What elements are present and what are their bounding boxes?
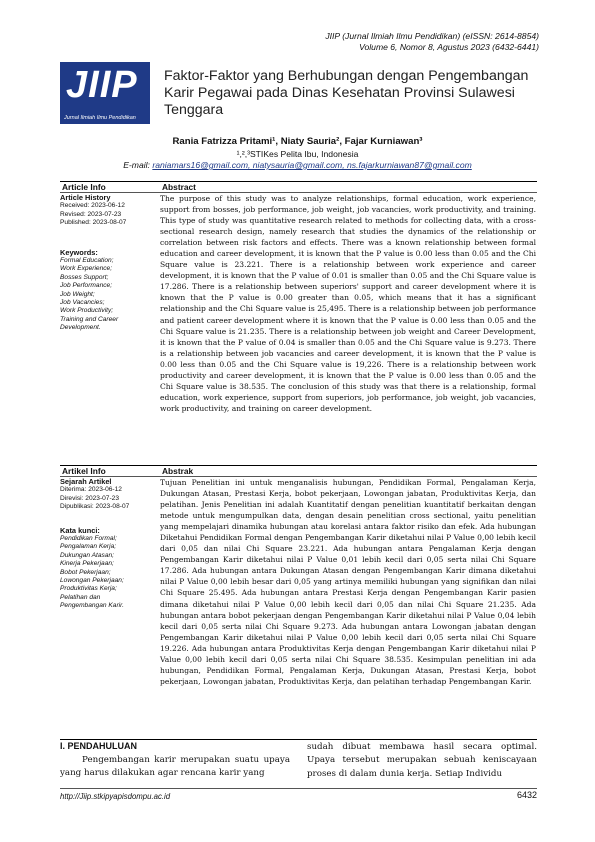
journal-header xyxy=(325,31,539,53)
title-line: Tenggara xyxy=(164,102,224,118)
keyword: Job Vacancies; xyxy=(60,299,105,307)
intro-right-column: sudah dibuat membawa hasil secara optimal. Upaya tersebut merupakan sebuah keniscayaan proses di dalam dunia kerja. Setiap Individu xyxy=(307,742,537,779)
keywords-title: Keywords: xyxy=(60,247,98,257)
title-line: Faktor-Faktor yang Berhubungan dengan Pengembangan xyxy=(164,68,529,84)
keyword: Pelatihan dan xyxy=(60,593,101,601)
abstract-en-text: The purpose of this study was to analyze relationships, formal education, work experience, support from bosses, job performance, job weight, job vacancies, work productivity, and training. This type of study was quantitative research related to methods for collecting data, with a cross-sectional research design, namely research that studies the dynamics of the relationship or correlation between risk factors and effects. There was a known relationship between formal education and career development, it is known that the P value is 0.00 less than 0.05 and the Chi Square value is 23.221. There is a relationship between work experience and career development, it is known that the P value of 0.01 is smaller than 0.05 and the Chi Square value is 17.286. There is a relationship between superiors' support and career development where it is known that the P value is 0.00 greater than 0.05, which means that it has a significant relationship and the Chi Square value is 25,495. There is a relationship between job performance and patient career development where it is known that the P value is 0.00 less than 0.05 and the Chi Square value is 21.235. There is a relationship between job weight and Career Development, it is known that the P value of 0.04 is smaller than 0.05 and the Chi Square value is 9.273. There is a relationship between job vacancies and career development, it is known that the P value is 0.00 less than 0.05 and the Chi Square value is 19,226. There is a relationship between work productivity and career development, it is known that the P value is 0.00 less than 0.05 and the Chi Square value is 38.535. The conclusion of this study was that there is a relationship, formal education, work experience, support from superiors, job performance, job weight, job vacancies, work productivity, and training on career development. xyxy=(160,194,536,413)
logo-text: JIIP xyxy=(66,64,138,106)
keyword: Pendidikan Formal; xyxy=(60,535,117,543)
keyword: Bosses Support; xyxy=(60,273,109,281)
intro-left-column: Pengembangan karir merupakan suatu upaya yang harus dilakukan agar rencana karir yang xyxy=(60,755,290,779)
history-item: Diterima: 2023-06-12 xyxy=(60,486,122,494)
journal-logo xyxy=(60,62,150,124)
abstract-id xyxy=(160,477,536,687)
article-info-header: Article Info xyxy=(62,182,106,192)
history-item: Published: 2023-08-07 xyxy=(60,219,127,227)
email-label: E-mail: xyxy=(123,160,153,170)
keyword: Job Performance; xyxy=(60,282,113,290)
divider xyxy=(60,739,537,740)
history-title: Article History xyxy=(60,193,111,202)
keyword: Development. xyxy=(60,324,101,332)
article-title xyxy=(164,68,544,119)
email-line xyxy=(0,160,595,170)
divider xyxy=(60,465,537,466)
title-line: Karir Pegawai pada Dinas Kesehatan Provinsi Sulawesi xyxy=(164,85,515,101)
journal-header-line1: JIIP (Jurnal Ilmiah Ilmu Pendidikan) (eISSN: 2614-8854) xyxy=(325,31,539,41)
article-info-id xyxy=(60,478,154,611)
divider xyxy=(60,181,537,182)
keyword: Work Experience; xyxy=(60,265,113,273)
affiliation: ¹,²,³STIKes Pelita Ibu, Indonesia xyxy=(236,149,359,159)
abstract-id-text: Tujuan Penelitian ini untuk menganalisis hubungan, Pendidikan Formal, Pengalaman Kerja, Dukungan Atasan, Prestasi Kerja, bobot pekerjaan, Lowongan jabatan, Produktivitas Kerja, dan pelatihan. Jenis Penelitian ini adalah Kuantitatif dengan penelitian kuantitatif berkaitan dengan metode untuk mengumpulkan data, dengan desain penelitian cross sectional, yaitu penelitian yang mempelajari dinamika hubungan atau korelasi antara faktor risiko dan efek. Ada hubungan Diketahui Pendidikan Formal dengan Pengembangan Karir diketahui nilai P Value 0,00 lebih kecil dari 0,05 dan nilai Chi Square 23.221. Ada hubungan antara Pengalaman Kerja dengan Pengembangan Karir diketahui nilai P Value 0,01 lebih kecil dari 0,05 serta nilai Chi Square 17.286. Ada hubungan antara Dukungan Atasan dengan Pengembangan Karir dimana diketahui nilai P Value 0,00 lebih besar dari 0,05 yang artinya memiliki hubungan yang signifikan dan nilai Chi Square 25.495. Ada hubungan antara Prestasi Kerja dengan Pengembangan Karir pasien dimana diketahui nilai P Value 0,00 lebih kecil dari 0,05 dan nilai Chi Square 21.235. Ada hubungan antara bobot pekerjaan dengan Pengembangan Karir diketahui nilai P Value 0,04 lebih kecil dari 0,05 serta nilai Chi Square 9.273. Ada hubungan antara Lowongan jabatan dengan Pengembangan Karir diketahui nilai P Value 0,00 lebih kecil dari 0,05 serta nilai Chi Square 19.226. Ada hubungan antara Produktivitas Kerja dengan Pengembangan Karir diketahui nilai P Value 0,00 lebih kecil dari 0,05 serta nilai Chi Square 38.535. Kesimpulan penelitian ini ada hubungan, Pendidikan Formal, Pengalaman Kerja, Dukungan Atasan, Prestasi Kerja, bobot pekerjaan, Lowongan jabatan, Produktivitas Kerja, dan pelatihan terhadap Pengembangan Karir. xyxy=(160,478,536,686)
keyword: Produktivitas Kerja; xyxy=(60,585,117,593)
page-number: 6432 xyxy=(516,790,537,800)
keyword: Job Weight; xyxy=(60,290,95,298)
keyword: Formal Education; xyxy=(60,257,114,265)
journal-header-line2: Volume 6, Nomor 8, Agustus 2023 (6432-6441) xyxy=(359,42,539,52)
keyword: Kinerja Pekerjaan; xyxy=(60,560,114,568)
history-item: Dipublikasi: 2023-08-07 xyxy=(60,503,130,511)
keyword: Lowongan Pekerjaan; xyxy=(60,577,124,585)
abstrak-header: Abstrak xyxy=(162,466,194,476)
keyword: Pengembangan Karir. xyxy=(60,602,124,610)
keywords-title: Kata kunci: xyxy=(60,525,100,535)
keyword: Work Productivity; xyxy=(60,307,114,315)
abstract-en xyxy=(160,193,536,414)
history-item: Direvisi: 2023-07-23 xyxy=(60,494,120,502)
keyword: Pengalaman Kerja; xyxy=(60,543,117,551)
keyword: Training and Career xyxy=(60,315,119,323)
authors: Rania Fatrizza Pritami¹, Niaty Sauria², Fajar Kurniawan³ xyxy=(172,136,423,147)
footer-divider xyxy=(60,788,537,789)
abstract-header: Abstract xyxy=(162,182,196,192)
history-item: Received: 2023-06-12 xyxy=(60,202,125,210)
logo-subtext: Jurnal Ilmiah Ilmu Pendidikan xyxy=(64,115,136,121)
article-info-en xyxy=(60,194,154,333)
artikel-info-header: Artikel Info xyxy=(62,466,106,476)
email-links[interactable]: raniamars16@gmail.com, niatysauria@gmail.com, ns.fajarkurniawan87@gmail.com xyxy=(152,160,472,170)
history-item: Revised: 2023-07-23 xyxy=(60,210,122,218)
footer-url[interactable]: http://Jiip.stkipyapisdompu.ac.id xyxy=(60,792,171,801)
keyword: Dukungan Atasan; xyxy=(60,551,115,559)
section-heading: I. PENDAHULUAN xyxy=(60,741,138,751)
keyword: Bobot Pekerjaan; xyxy=(60,568,111,576)
history-title: Sejarah Artikel xyxy=(60,477,112,486)
